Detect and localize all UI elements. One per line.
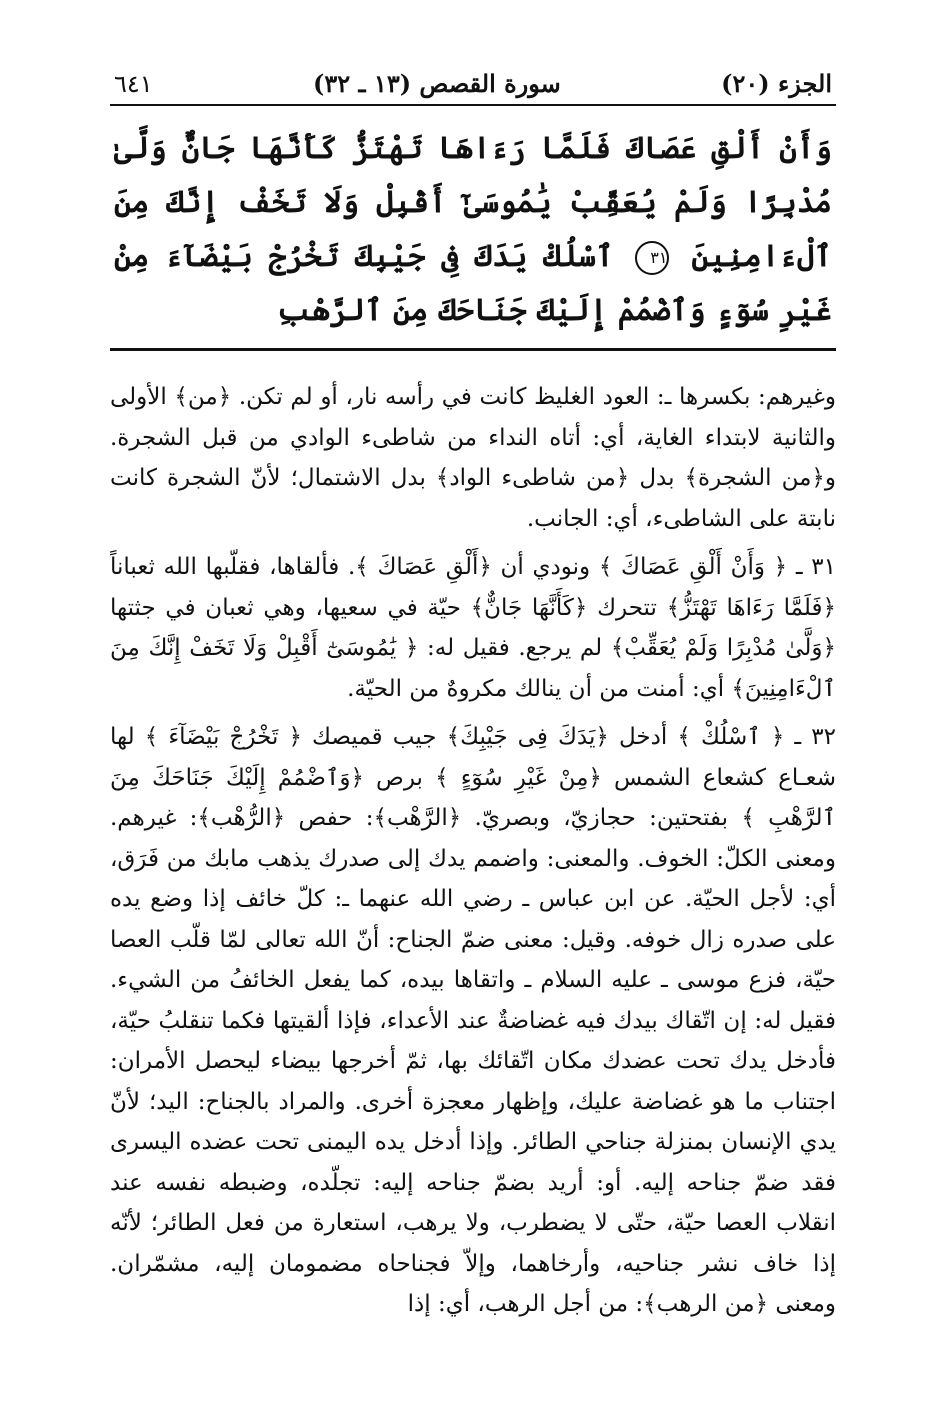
quran-text-block	[110, 122, 836, 351]
commentary-block	[110, 377, 836, 1325]
ayah-31-text: وَأَنْ أَلْقِ عَصَاكَ فَلَمَّا رَءَاهَا تَهْتَزُّ كَأَنَّهَا جَانٌّ وَلَّىٰ مُدْبِرًا وَلَمْ يُعَقِّبْ يَٰمُوسَىٰٓ أَقْبِلْ وَلَا تَخَفْ إِنَّكَ مِنَ ٱلْءَامِنِينَ	[114, 131, 832, 274]
commentary-paragraph: وغيرهم: بكسرها ـ: العود الغليظ كانت في رأسه نار، أو لم تكن. ﴿من﴾ الأولى والثانية لابتداء الغاية، أي: أتاه النداء من شاطىء الوادي من قبل الشجرة. و﴿من الشجرة﴾ بدل ﴿من شاطىء الواد﴾ بدل الاشتمال؛ لأنّ الشجرة كانت نابتة على الشاطىء، أي: الجانب.	[110, 384, 836, 532]
ayah-32-text: ٱسْلُكْ يَدَكَ فِى جَيْبِكَ تَخْرُجْ بَيْضَآءَ مِنْ غَيْرِ سُوٓءٍ وَٱضْمُمْ إِلَيْكَ جَنَاحَكَ مِنَ ٱلرَّهْبِ	[114, 239, 832, 328]
page-header	[110, 60, 836, 106]
page-number: ٦٤١	[114, 70, 153, 98]
commentary-paragraph: ٣٢ ـ ﴿ ٱسْلُكْ ﴾ أدخل ﴿يَدَكَ فِى جَيْبِكَ﴾ جيب قميصك ﴿ تَخْرُجْ بَيْضَآءَ ﴾ لها شعـاع كشعاع الشمس ﴿مِنْ غَيْرِ سُوٓءٍ ﴾ برص ﴿وَٱضْمُمْ إِلَيْكَ جَنَاحَكَ مِنَ ٱلرَّهْبِ ﴾ بفتحتين: حجازيّ، وبصريّ. ﴿الرَّهْب﴾: حفص ﴿الرُّهْب﴾: غيرهم. ومعنى الكلّ: الخوف. والمعنى: واضمم يدك إلى صدرك يذهب مابك من فَرَق، أي: لأجل الحيّة. عن ابن عباس ـ رضي الله عنهما ـ: كلّ خائف إذا وضع يده على صدره زال خوفه. وقيل: معنى ضمّ الجناح: أنّ الله تعالى لمّا قلّب العصا حيّة، فزع موسى ـ عليه السلام ـ واتقاها بيده، كما يفعل الخائفُ من الشيء. فقيل له: إن اتّقاك بيدك فيه غضاضةٌ عند الأعداء، فإذا ألقيتها فكما تنقلبُ حيّة، فأدخل يدك تحت عضدك مكان اتّقائك بها، ثمّ أخرجها بيضاء ليحصل الأمران: اجتناب ما هو غضاضة عليك، وإظهار معجزة أخرى. والمراد بالجناح: اليد؛ لأنّ يدي الإنسان بمنزلة جناحي الطائر. وإذا أدخل يده اليمنى تحت عضده اليسرى فقد ضمّ جناحه إليه. أو: أريد بضمّ جناحه إليه: تجلّده، وضبطه نفسه عند انقلاب العصا حيّة، حتّى لا يضطرب، ولا يرهب، استعارة من فعل الطائر؛ لأنّه إذا خاف نشر جناحيه، وأرخاهما، وإلاّ فجناحاه مضمومان إليه، مشمّران. ومعنى ﴿من الرهب﴾: من أجل الرهب، أي: إذا	[110, 724, 836, 1317]
commentary-paragraph: ٣١ ـ ﴿ وَأَنْ أَلْقِ عَصَاكَ ﴾ ونودي أن ﴿أَلْقِ عَصَاكَ ﴾. فألقاها، فقلّبها الله ثعباناً ﴿فَلَمَّا رَءَاهَا تَهْتَزُّ﴾ تتحرك ﴿كَأَنَّهَا جَانٌّ﴾ حيّة في سعيها، وهي ثعبان في جثتها ﴿وَلَّىٰ مُدْبِرًا وَلَمْ يُعَقِّبْ﴾ لم يرجع. فقيل له: ﴿ يَٰمُوسَىٰٓ أَقْبِلْ وَلَا تَخَفْ إِنَّكَ مِنَ ٱلْءَامِنِينَ﴾ أي: أمنت من أن ينالك مكروهٌ من الحيّة.	[110, 554, 836, 702]
ayah-number-marker: ٣١	[635, 241, 669, 275]
surah-title: سورة القصص (١٣ ـ ٣٢)	[313, 69, 561, 98]
book-page	[110, 60, 836, 1367]
juz-label: الجزء (٢٠)	[721, 69, 832, 98]
